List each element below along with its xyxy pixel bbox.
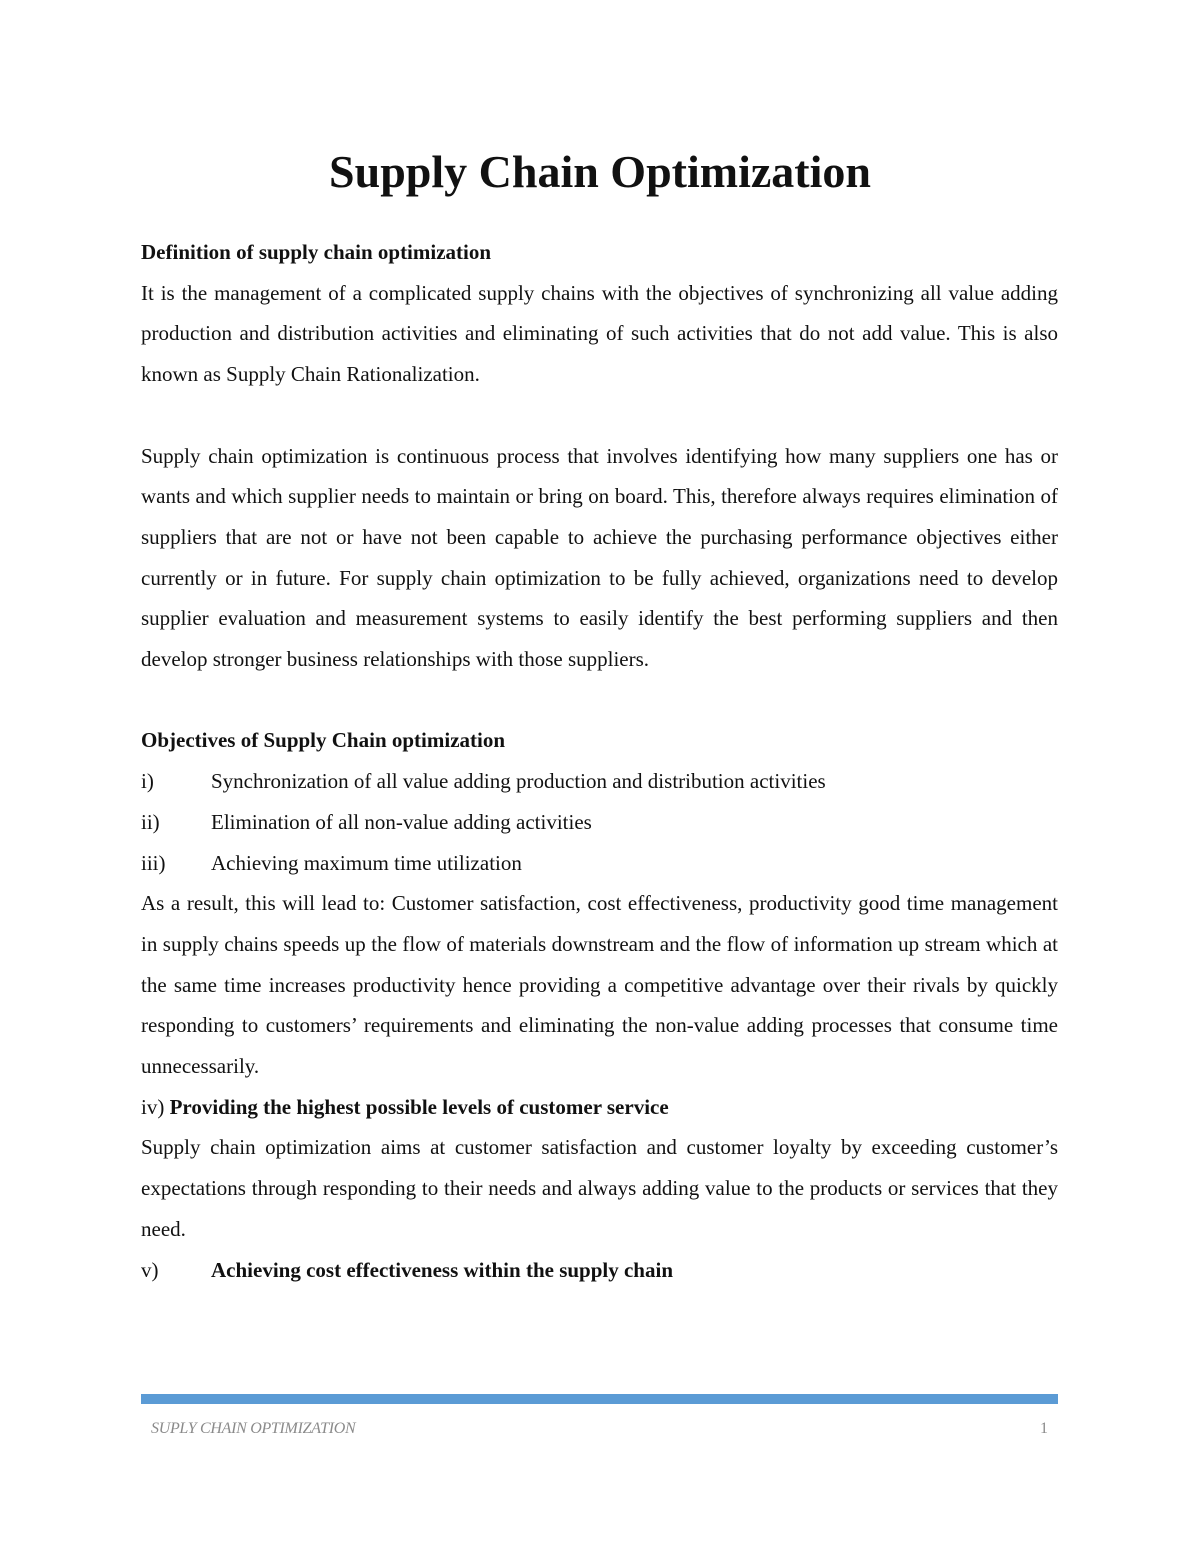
objective-iv-title: Providing the highest possible levels of customer service bbox=[169, 1094, 669, 1119]
footer-running-title: SUPLY CHAIN OPTIMIZATION bbox=[151, 1420, 356, 1437]
objective-v-title: Achieving cost effectiveness within the supply chain bbox=[211, 1257, 673, 1282]
result-paragraph: As a result, this will lead to: Customer satisfaction, cost effectiveness, productivity good time management in supply chains speeds up the flow of materials downstream and the flow of information up stream which at the same time increases productivity hence providing a competitive advantage over their rivals by quickly responding to customers’ requirements and eliminating the non-value adding processes that consume time unnecessarily. bbox=[141, 891, 1058, 1079]
list-number: iv) bbox=[141, 1094, 165, 1119]
list-item bbox=[141, 802, 1058, 843]
definition-heading: Definition of supply chain optimization bbox=[141, 240, 492, 264]
page-title: Supply Chain Optimization bbox=[329, 146, 871, 197]
list-number: ii) bbox=[141, 809, 160, 834]
list-text: Elimination of all non-value adding activities bbox=[211, 809, 592, 834]
list-number: v) bbox=[141, 1257, 159, 1282]
list-text: Achieving maximum time utilization bbox=[211, 850, 522, 875]
optimization-process-paragraph: Supply chain optimization is continuous process that involves identifying how many suppliers one has or wants and which supplier needs to maintain or bring on board. This, therefore always requires elimination of suppliers that are not or have not been capable to achieve the purchasing performance objectives either currently or in future. For supply chain optimization to be fully achieved, organizations need to develop supplier evaluation and measurement systems to easily identify the best performing suppliers and then develop stronger business relationships with those suppliers. bbox=[141, 443, 1058, 672]
list-number: i) bbox=[141, 769, 154, 794]
list-item bbox=[141, 761, 1058, 802]
customer-service-paragraph: Supply chain optimization aims at customer satisfaction and customer loyalty by exceeding customer’s expectations through responding to their needs and always adding value to the products or services that they need. bbox=[141, 1135, 1058, 1241]
list-number: iii) bbox=[141, 850, 166, 875]
list-text: Synchronization of all value adding production and distribution activities bbox=[211, 769, 826, 794]
list-item bbox=[141, 843, 1058, 884]
list-item bbox=[141, 1250, 1058, 1291]
paragraph-spacer bbox=[141, 680, 1058, 721]
paragraph-spacer bbox=[141, 395, 1058, 436]
definition-paragraph: It is the management of a complicated supply chains with the objectives of synchronizing all value adding production and distribution activities and eliminating of such activities that do not add value. This is also known as Supply Chain Rationalization. bbox=[141, 280, 1058, 387]
objective-iv bbox=[141, 1087, 1058, 1128]
objectives-heading: Objectives of Supply Chain optimization bbox=[141, 728, 506, 753]
document-body bbox=[141, 232, 1058, 1290]
footer-divider bbox=[141, 1394, 1058, 1404]
page-number: 1 bbox=[1040, 1420, 1048, 1437]
